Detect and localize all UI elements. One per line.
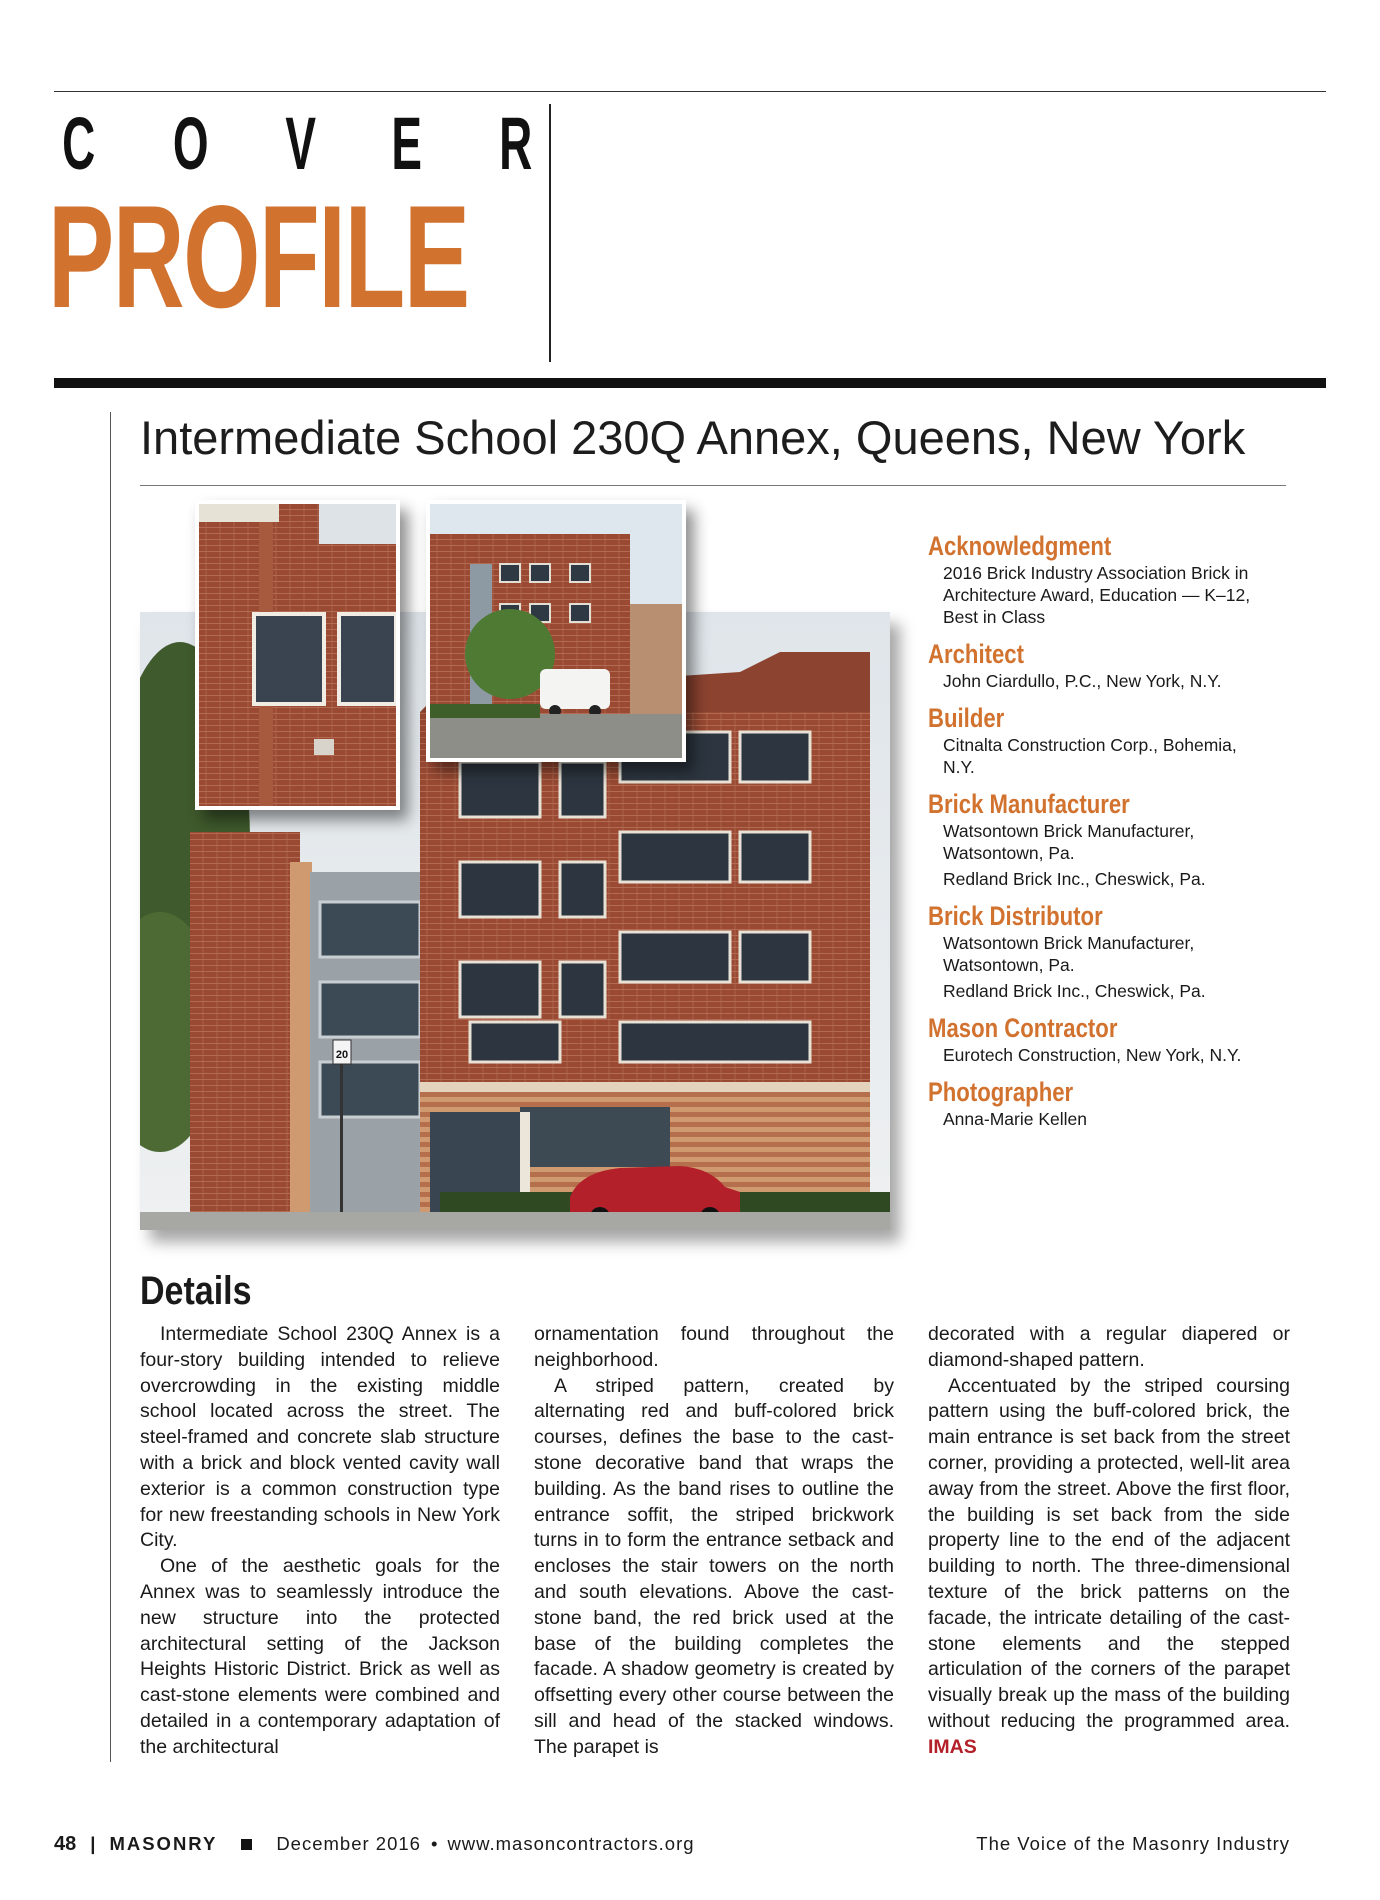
photographer-heading: Photographer — [928, 1077, 1074, 1107]
builder-line: N.Y. — [943, 757, 975, 777]
details-heading: Details — [140, 1269, 252, 1313]
brick-distributor-line: Watsontown, Pa. — [943, 955, 1075, 975]
acknowledgment-heading: Acknowledgment — [928, 531, 1112, 561]
inset-photo-street-view — [426, 500, 686, 762]
mason-contractor-line: Eurotech Construction, New York, N.Y. — [943, 1045, 1242, 1065]
profile-word: PROFILE — [48, 175, 469, 338]
cover-letter: V — [285, 102, 317, 185]
body-paragraph: Intermediate School 230Q Annex is a four-story building intended to relieve overcrowding in the existing middle school located across the street. The steel-framed and concrete slab structure with a brick and block vented cavity wall exterior is a common construction type for new freestanding schools in New York City. — [140, 1323, 500, 1552]
footer-separator: | — [90, 1833, 96, 1854]
body-paragraph: decorated with a regular diapered or diamond-shaped pattern. — [928, 1323, 1290, 1371]
brick-manufacturer-line: Redland Brick Inc., Cheswick, Pa. — [943, 869, 1206, 889]
page-footer — [54, 1830, 1290, 1858]
top-rule — [54, 91, 1326, 92]
bullet-separator: • — [430, 1833, 438, 1854]
brick-manufacturer-heading: Brick Manufacturer — [928, 789, 1130, 819]
photo-collage — [140, 500, 920, 1260]
brick-manufacturer-line: Watsontown, Pa. — [943, 843, 1075, 863]
acknowledgment-line: Architecture Award, Education — K–12, — [943, 585, 1251, 605]
magazine-tagline: The Voice of the Masonry Industry — [976, 1833, 1290, 1854]
title-rule — [140, 485, 1286, 486]
website-url[interactable]: www.masoncontractors.org — [447, 1833, 695, 1854]
details-column-2 — [534, 1322, 894, 1761]
end-mark: IMAS — [928, 1735, 977, 1758]
body-paragraph: One of the aesthetic goals for the Annex was to seamlessly introduce the new structure into the protected architectural setting of the Jackson Heights Historic District. Brick as well as cast-stone elements were combined and detailed in a contemporary adaptation of the architectural — [140, 1555, 500, 1758]
square-bullet-icon — [241, 1839, 252, 1850]
credits-sidebar — [928, 530, 1308, 1130]
left-margin-rule — [110, 412, 111, 1762]
body-paragraph: A striped pattern, created by alternating red and buff-colored brick courses, defines the base to the cast-stone decorative band that wraps the building. As the band rises to outline the entrance soffit, the striped brickwork turns in to form the entrance setback and encloses the stair towers on the north and south elevations. Above the cast-stone band, the red brick used at the base of the building completes the facade. A shadow geometry is created by offsetting every other course between the sill and head of the stacked windows. The parapet is — [534, 1374, 894, 1758]
body-paragraph: ornamentation found throughout the neighborhood. — [534, 1323, 894, 1371]
builder-line: Citnalta Construction Corp., Bohemia, — [943, 735, 1237, 755]
body-paragraph — [928, 1374, 1290, 1761]
architect-heading: Architect — [928, 639, 1024, 669]
brick-distributor-line: Redland Brick Inc., Cheswick, Pa. — [943, 981, 1206, 1001]
mason-contractor-heading: Mason Contractor — [928, 1013, 1118, 1043]
issue-date: December 2016 — [276, 1833, 421, 1854]
cover-letter: E — [391, 102, 423, 185]
brick-distributor-heading: Brick Distributor — [928, 901, 1103, 931]
acknowledgment-line: Best in Class — [943, 607, 1046, 627]
body-paragraph-text: Accentuated by the striped coursing pattern using the buff-colored brick, the main entrance is set back from the street corner, providing a protected, well-lit area away from the street. Above the first floor, the building is set back from the side property line to the end of the adjacent building to north. The three-dimensional texture of the brick patterns on the facade, the intricate detailing of the cast-stone elements and the stepped articulation of the corners of the parapet visually break up the mass of the building without reducing the programmed area. — [928, 1374, 1290, 1732]
inset-photo-brick-detail — [195, 500, 400, 810]
thick-rule — [54, 378, 1326, 388]
photographer-line: Anna-Marie Kellen — [943, 1109, 1087, 1129]
details-column-3 — [928, 1322, 1290, 1761]
brick-distributor-line: Watsontown Brick Manufacturer, — [943, 933, 1195, 953]
acknowledgment-line: 2016 Brick Industry Association Brick in — [943, 563, 1249, 583]
builder-heading: Builder — [928, 703, 1005, 733]
speed-limit-sign-text: 20 — [335, 1049, 349, 1061]
article-title: Intermediate School 230Q Annex, Queens, New York — [140, 411, 1246, 464]
magazine-name: MASONRY — [109, 1833, 218, 1854]
masthead-divider — [549, 104, 551, 362]
architect-line: John Ciardullo, P.C., New York, N.Y. — [943, 671, 1222, 691]
cover-letter: C — [62, 102, 96, 185]
brick-manufacturer-line: Watsontown Brick Manufacturer, — [943, 821, 1195, 841]
page-number: 48 — [54, 1832, 77, 1855]
cover-letter: O — [173, 102, 209, 185]
details-column-1 — [140, 1322, 500, 1761]
cover-letter: R — [498, 102, 532, 185]
